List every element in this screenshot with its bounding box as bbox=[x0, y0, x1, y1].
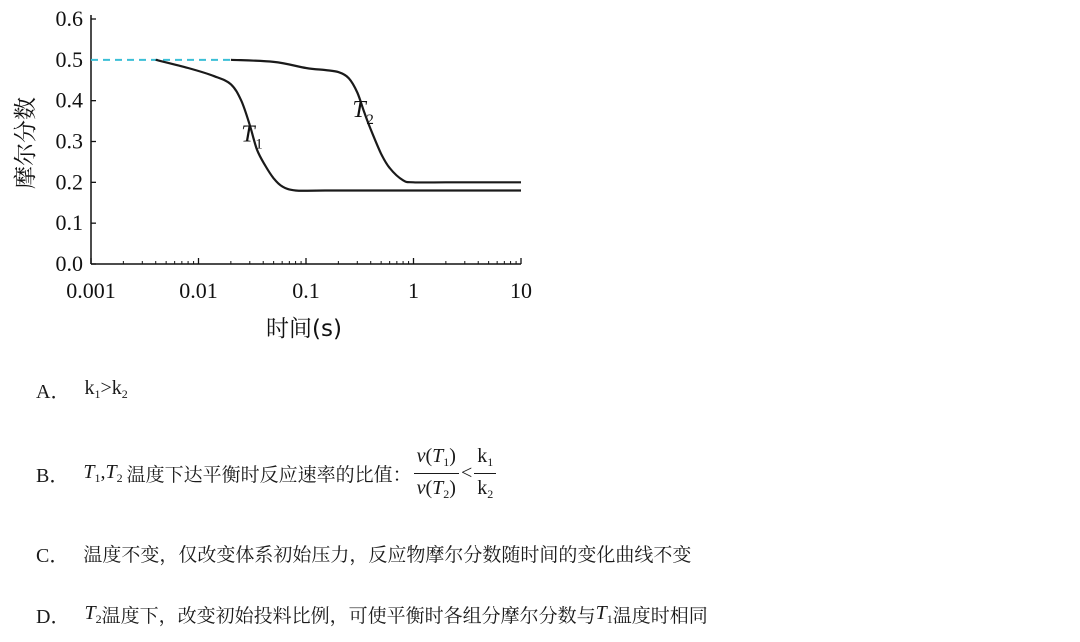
chart-ticks bbox=[56, 6, 533, 303]
y-tick-label: 0.4 bbox=[55, 87, 83, 113]
option-d-letter: D． bbox=[36, 606, 71, 628]
option-c-text: 温度不变，仅改变体系初始压力，反应物摩尔分数随时间的变化曲线不变 bbox=[83, 544, 692, 566]
x-tick-label: 0.1 bbox=[292, 278, 320, 303]
option-b-text: 温度下达平衡时反应速率的比值： bbox=[126, 464, 412, 486]
option-b-letter: B． bbox=[36, 465, 70, 487]
svg-text:T: T bbox=[241, 121, 255, 148]
option-d-text-b: 温度时相同 bbox=[612, 605, 708, 627]
y-tick-label: 0.3 bbox=[55, 128, 83, 154]
rate-ratio-fraction: $\frac{v(T_1)}{v(T_2)}$ bbox=[414, 445, 459, 502]
x-tick-label: 1 bbox=[408, 278, 419, 303]
series-line-t2 bbox=[231, 60, 521, 183]
y-tick-label: 0.0 bbox=[55, 251, 83, 276]
less-than-sign: < bbox=[460, 462, 473, 484]
option-c-letter: C． bbox=[36, 545, 70, 567]
x-tick-label: 10 bbox=[510, 278, 532, 303]
series-label-t2 bbox=[352, 97, 374, 128]
series-line-t1 bbox=[156, 60, 521, 191]
y-tick-label: 0.2 bbox=[55, 169, 83, 195]
option-a bbox=[36, 375, 128, 404]
svg-text:1: 1 bbox=[255, 136, 263, 153]
option-d bbox=[36, 600, 708, 629]
option-a-letter: A． bbox=[36, 381, 71, 403]
y-axis-title: 摩尔分数 bbox=[13, 97, 39, 189]
y-tick-label: 0.1 bbox=[55, 210, 83, 236]
mole-fraction-chart bbox=[0, 0, 560, 350]
series-label-t1 bbox=[241, 122, 263, 153]
option-c bbox=[36, 539, 691, 568]
option-d-text-a: 温度下，改变初始投料比例，可使平衡时各组分摩尔分数与 bbox=[101, 605, 596, 627]
k-ratio-fraction: $\frac{k_1}{k_2}$ bbox=[474, 445, 496, 502]
x-tick-label: 0.001 bbox=[66, 278, 116, 303]
svg-text:2: 2 bbox=[366, 112, 374, 128]
y-tick-label: 0.6 bbox=[55, 6, 83, 31]
x-tick-label: 0.01 bbox=[179, 278, 218, 303]
option-b-temps: $T_1,T_2$ bbox=[83, 461, 123, 485]
x-axis-title: 时间(s) bbox=[266, 316, 342, 342]
chart-axes bbox=[91, 15, 521, 264]
option-b bbox=[36, 445, 498, 502]
option-d-temp-a: $T_2$ bbox=[84, 602, 102, 626]
option-a-formula: $k_1>k_2$ bbox=[84, 377, 128, 401]
svg-text:T: T bbox=[352, 97, 366, 123]
y-tick-label: 0.5 bbox=[55, 46, 83, 72]
chart-series bbox=[91, 60, 521, 191]
option-d-temp-b: $T_1$ bbox=[595, 602, 613, 626]
